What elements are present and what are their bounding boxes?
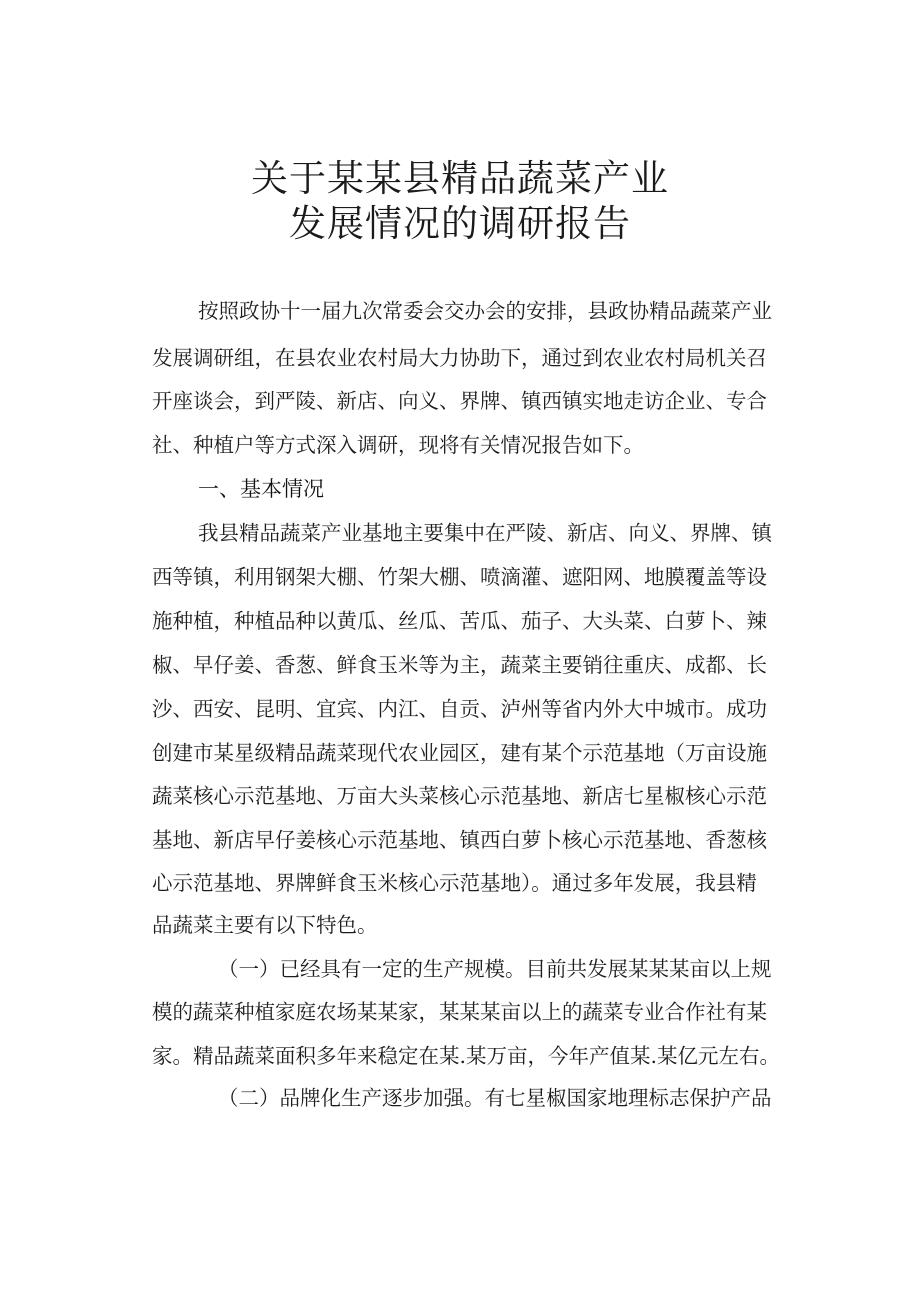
section1-line: 沙、西安、昆明、宜宾、内江、自贡、泸州等省内外大中城市。成功 (152, 697, 767, 721)
intro-line: 发展调研组，在县农业农村局大力协助下，通过到农业农村局机关召 (152, 346, 767, 370)
intro-line: 社、种植户等方式深入调研，现将有关情况报告如下。 (152, 433, 644, 457)
subsection1-line: （一）已经具有一定的生产规模。目前共发展某某某亩以上规 (218, 957, 772, 981)
section1-line: 施种植，种植品种以黄瓜、丝瓜、苦瓜、茄子、大头菜、白萝卜、辣 (152, 609, 767, 633)
section1-line: 创建市某星级精品蔬菜现代农业园区，建有某个示范基地（万亩设施 (152, 741, 767, 765)
section1-line: 蔬菜核心示范基地、万亩大头菜核心示范基地、新店七星椒核心示范 (152, 784, 767, 808)
subsection2-line: （二）品牌化生产逐步加强。有七星椒国家地理标志保护产品 (218, 1086, 772, 1110)
section1-line: 基地、新店早仔姜核心示范基地、镇西白萝卜核心示范基地、香葱核 (152, 828, 767, 852)
subsection1-line: 模的蔬菜种植家庭农场某某家，某某某亩以上的蔬菜专业合作社有某 (152, 1000, 767, 1024)
subsection1-line: 家。精品蔬菜面积多年来稳定在某.某万亩，今年产值某.某亿元左右。 (152, 1044, 781, 1068)
report-title-line-1: 关于某某县精品蔬菜产业 (251, 157, 669, 200)
section1-line: 品蔬菜主要有以下特色。 (152, 913, 378, 937)
report-title-line-2: 发展情况的调研报告 (289, 202, 631, 245)
section1-line: 西等镇，利用钢架大棚、竹架大棚、喷滴灌、遮阳网、地膜覆盖等设 (152, 565, 767, 589)
intro-line: 开座谈会，到严陵、新店、向义、界牌、镇西镇实地走访企业、专合 (152, 389, 767, 413)
intro-line: 按照政协十一届九次常委会交办会的安排，县政协精品蔬菜产业 (198, 299, 772, 323)
section1-line: 椒、早仔姜、香葱、鲜食玉米等为主，蔬菜主要销往重庆、成都、长 (152, 653, 767, 677)
section-heading-basic: 一、基本情况 (198, 477, 324, 501)
section1-line: 我县精品蔬菜产业基地主要集中在严陵、新店、向义、界牌、镇 (198, 521, 772, 545)
section1-line: 心示范基地、界牌鲜食玉米核心示范基地）。通过多年发展，我县精 (152, 871, 757, 895)
